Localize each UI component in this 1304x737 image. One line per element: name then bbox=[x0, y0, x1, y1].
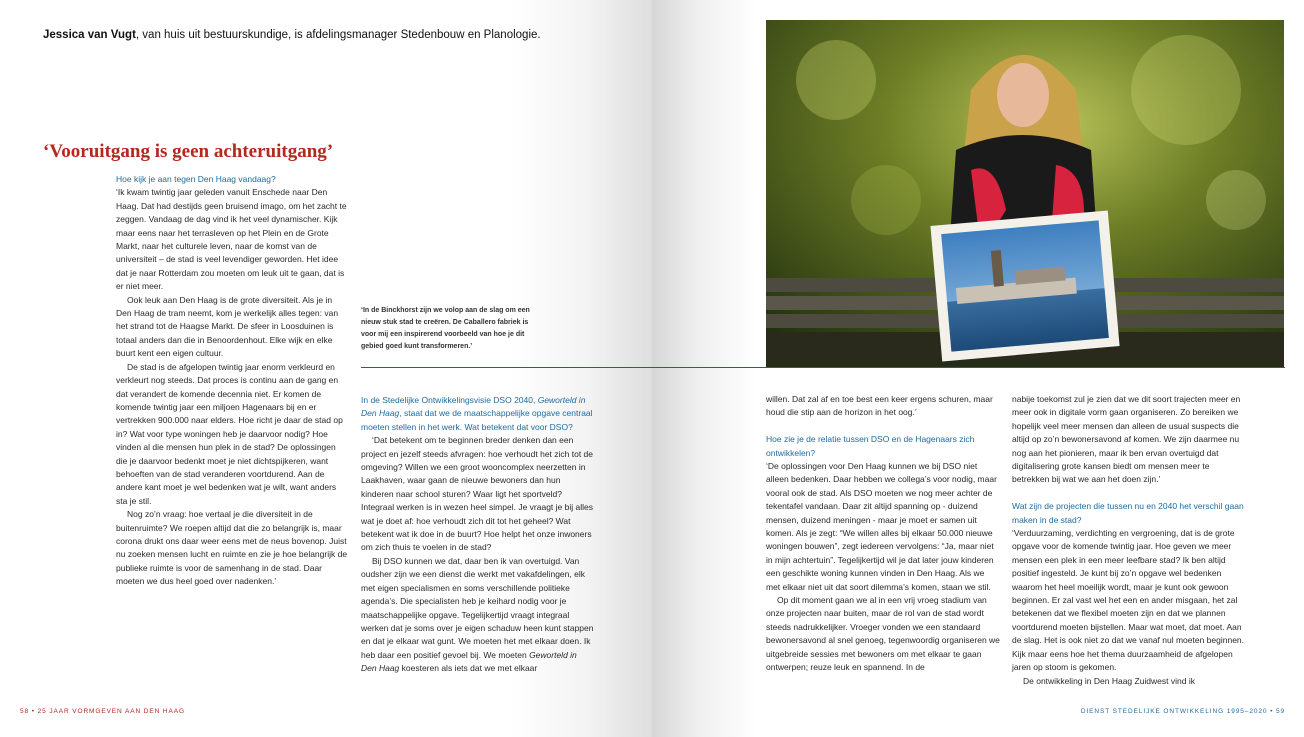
paragraph: Nog zo’n vraag: hoe vertaal je die diversiteit in de buitenruimte? We roepen altijd dat die zo belangrijk is, maar corona drukt ons daar weer eens met de neus bovenop. Juist nu zoeken mensen lucht en ruimte en zie je hoe belangrijk de publieke ruimte is voor de samenhang in de stad. Daar moeten we dus heel goed over nadenken.’ bbox=[116, 509, 348, 587]
paragraph bbox=[361, 555, 594, 676]
paragraph: De ontwikkeling in Den Haag Zuidwest vind ik bbox=[1023, 675, 1195, 686]
paragraph: De stad is de afgelopen twintig jaar enorm verkleurd en verkleurt nog steeds. Dat proces is continu aan de gang en dat verandert de komende decennia niet. Er komen de komende twintig jaar een miljoen Hagenaars bij en er vertrekken 900.000 naar elders. Hoe richt je daar de stad op in? Wat voor type woningen heb je daarvoor nodig? Hoe vinden al die mensen hun plek in de stad? De oplossingen die je daarvoor bedenkt moet je niet dichtspijkeren, want behoeften van de stad veranderen voortdurend. Aan de andere kant moet je wel bedenken wat je wilt, want anders sta je stil. bbox=[116, 361, 343, 506]
intro-line bbox=[43, 29, 541, 41]
question-pre: In de Stedelijke Ontwikkelingsvisie DSO 2040, bbox=[361, 395, 538, 405]
intro-name: Jessica van Vugt bbox=[43, 29, 136, 41]
paragraph: willen. Dat zal af en toe best een keer ergens schuren, maar houd die stip aan de horizon in het oog.’ bbox=[766, 394, 993, 418]
text-column-3 bbox=[766, 393, 1000, 675]
divider-rule bbox=[361, 367, 1285, 368]
folio-right: DIENST STEDELIJKE ONTWIKKELING 1995–2020 • 59 bbox=[1080, 708, 1285, 715]
question: Hoe zie je de relatie tussen DSO en de Hagenaars zich ontwikkelen? bbox=[766, 434, 975, 458]
question: Hoe kijk je aan tegen Den Haag vandaag? bbox=[116, 174, 276, 184]
question-post: , staat dat we de maatschappelijke opgave centraal moeten stellen in het werk. Wat betekent dat voor DSO? bbox=[361, 408, 593, 432]
text-column-4 bbox=[1012, 393, 1246, 688]
article-heading: ‘Vooruitgang is geen achteruitgang’ bbox=[43, 141, 334, 162]
paragraph-title: Geworteld in Den Haag bbox=[361, 649, 577, 674]
text-column-1 bbox=[116, 173, 348, 589]
paragraph: ‘De oplossingen voor Den Haag kunnen we bij DSO niet alleen bedenken. Daar hebben we collega’s voor nodig, maar vooral ook de stad. Als DSO moeten we nog meer achter de tekentafel vandaan. Daar zit altijd spanning op - duizend mensen, duizend meningen - maar je moet er samen uit komen. Als je zegt: “We willen alles bij elkaar 50.000 nieuwe woningen bouwen”, zegt iedereen vervolgens: “Ja, maar niet in mijn achtertuin”. Tegelijkertijd wil je dat later jouw kinderen een geschikte woning kunnen vinden in Den Haag. Als we met elkaar niet uit dat soort dilemma’s komen, staan we stil. bbox=[766, 461, 997, 592]
paragraph: Op dit moment gaan we al in een vrij vroeg stadium van onze projecten naar buiten, maar de rol van de stad wordt steeds nadrukkelijker. Vroeger vonden we een standaard bewonersavond al snel genoeg, tegenwoordig organiseren we uitgebreide sessies met bewoners om met elkaar te gaan ontwerpen; reuze leuk en spannend. In de bbox=[766, 595, 1000, 673]
text-column-2 bbox=[361, 394, 594, 676]
paragraph: Ook leuk aan Den Haag is de grote diversiteit. Als je in Den Haag de tram neemt, kom je werkelijk alles tegen: van het strand tot de Haagse Markt. De sfeer in Loosduinen is totaal anders dan die in Benoordenhout. Elke wijk en elke buurt kent een eigen cultuur. bbox=[116, 294, 339, 359]
paragraph-post: koesteren als iets dat we met elkaar bbox=[399, 663, 538, 674]
question: Wat zijn de projecten die tussen nu en 2040 het verschil gaan maken in de stad? bbox=[1012, 501, 1244, 525]
folio-left: 58 • 25 JAAR VORMGEVEN AAN DEN HAAG bbox=[20, 708, 185, 715]
paragraph: ‘Dat betekent om te beginnen breder denken dan een project en jezelf steeds afvragen: hoe verhoudt het zich tot de omgeving? Willen we een groot wooncomplex neerzetten in Laakhaven, waar gaan de nieuwe bewoners dan hun kinderen naar school sturen? Waar ligt het sportveld? Integraal werken is in wezen heel simpel. Je vraagt je bij alles wat je doet af: hoe verhoudt zich dit tot het geheel? Wat betekent wat ik doe in de buurt? Hoe helpt het onze inwoners om zich thuis te voelen in de stad? bbox=[361, 435, 594, 553]
intro-text: , van huis uit bestuurskundige, is afdelingsmanager Stedenbouw en Planologie. bbox=[135, 29, 541, 41]
paragraph-pre: Bij DSO kunnen we dat, daar ben ik van overtuigd. Van oudsher zijn we een dienst die werkt met vakafdelingen, elk met eigen specialismen en soms verschillende politieke agenda’s. Die specialisten heb je keihard nodig voor je maatschappelijke opgave. Tegelijkertijd vraagt integraal werken dat je soms over je eigen schaduw heen kunt stappen en dat je elkaar wat gunt. We moeten het met elkaar doen. Ik heb daar een positief gevoel bij. We moeten bbox=[361, 555, 594, 660]
pull-quote: ‘In de Binckhorst zijn we volop aan de slag om een nieuw stuk stad te creëren. De Caballero fabriek is voor mij een inspirerend voorbeeld van hoe je dit gebied goed kunt transformeren.’ bbox=[361, 307, 530, 350]
paragraph: nabije toekomst zul je zien dat we dit soort trajecten meer en meer ook in digitale vorm gaan organiseren. Zo bereiken we hopelijk veel meer mensen dan alleen de usual suspects die altijd op zo’n bewonersavond af komen. We zijn daarmee nu nog aan het pionieren, maar ik ben ervan overtuigd dat digitalisering grote kansen biedt om mensen meer te betrekken bij wat we aan het doen zijn.’ bbox=[1012, 394, 1241, 485]
paragraph: ‘Ik kwam twintig jaar geleden vanuit Enschede naar Den Haag. Dat had destijds geen bruisend imago, om het zacht te zeggen. Vandaag de dag vind ik het veel dynamischer. Kijk maar eens naar het terrasleven op het Plein en de Grote Markt, naar het culturele leven, naar de komst van de universiteit – de stad is veel levendiger geworden. Het idee dat je naar Rotterdam zou moeten om leuk uit te gaan, dat is er niet meer. bbox=[116, 187, 347, 292]
portrait-photo bbox=[766, 20, 1284, 368]
portrait-illustration bbox=[766, 20, 1284, 368]
paragraph: ‘Verduurzaming, verdichting en vergroening, dat is de grote opgave voor de komende twintig jaar. Hoe geven we meer mensen een plek in een meer leefbare stad? Ik ben altijd positief ingesteld. Je kunt bij zo’n opgave wel bedenken waarom het heel moeilijk wordt, maar je kunt ook gewoon beginnen. Er zal vast wel het een en ander misgaan, het zal betekenen dat we flexibel moeten zijn en dat we plannen voortdurend moeten bijstellen. Maar wat moet, dat moet. Aan de slag. Het is ook niet zo dat we vanaf nul moeten beginnen. Kijk maar eens hoe het thema duurzaamheid de afgelopen jaren op stoom is gekomen. bbox=[1012, 528, 1245, 673]
question-title: Geworteld in Den Haag bbox=[361, 395, 586, 419]
question bbox=[361, 394, 594, 434]
